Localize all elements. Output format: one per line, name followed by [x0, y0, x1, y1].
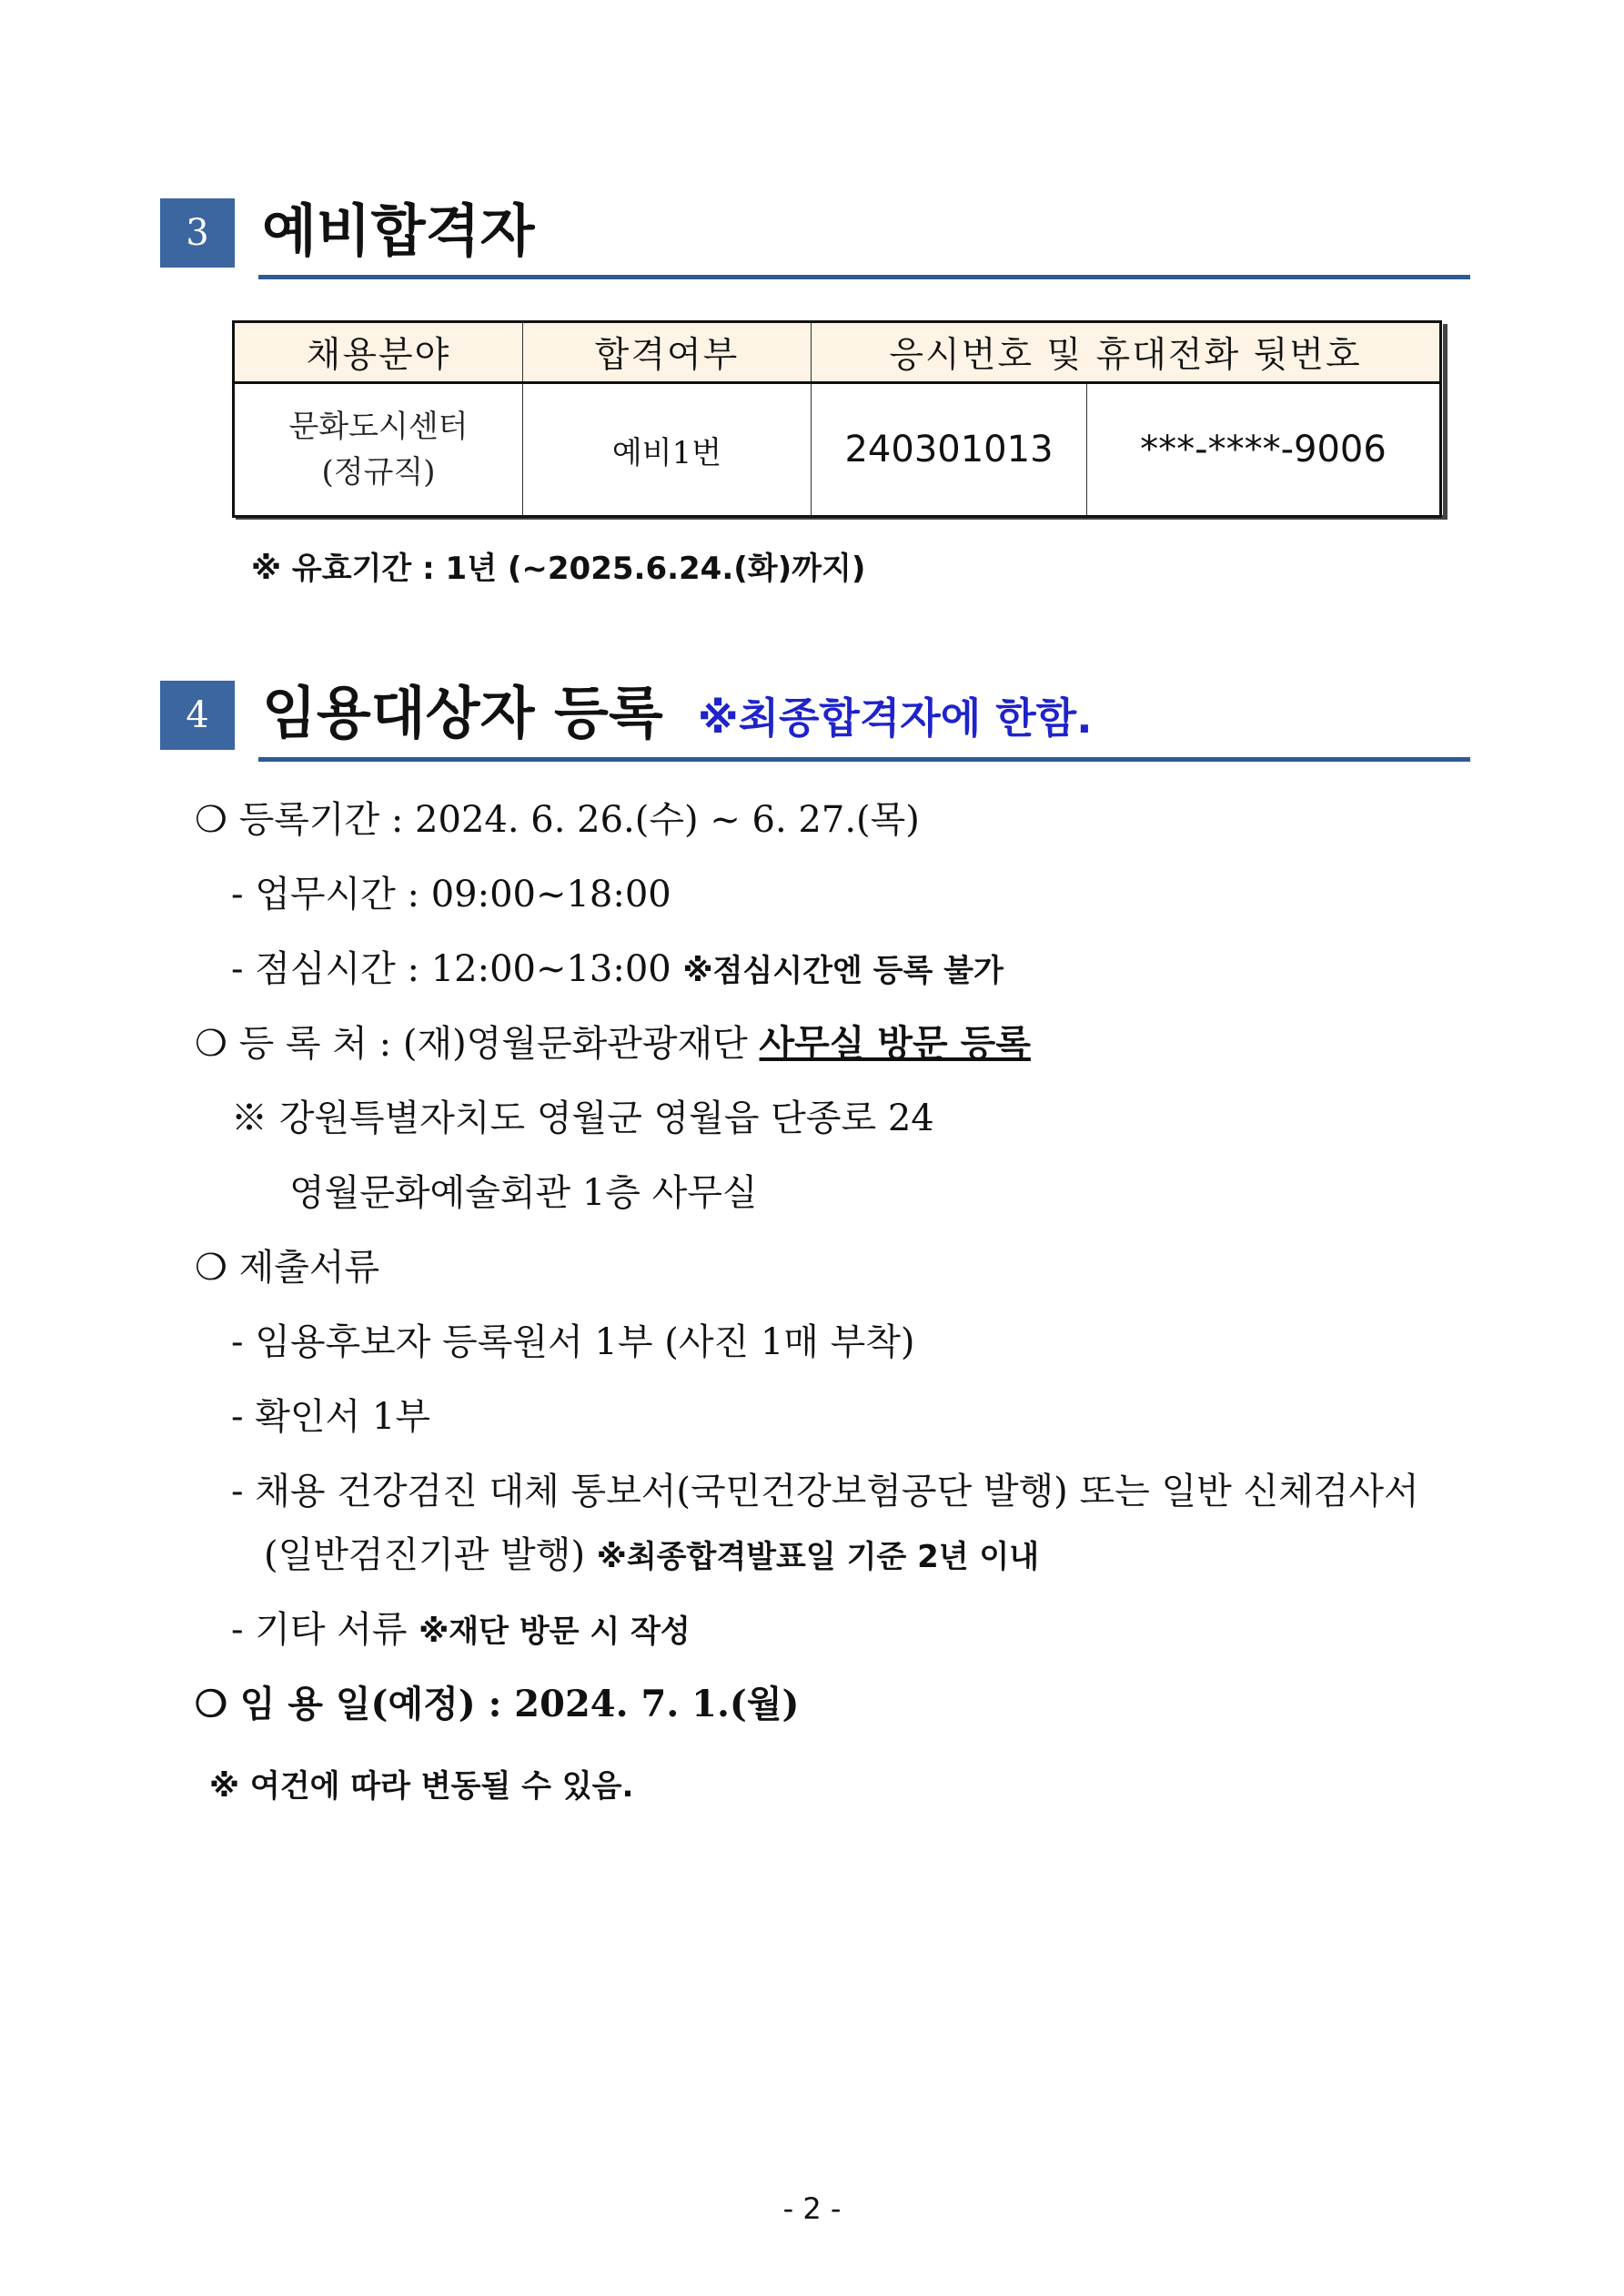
document-item: - 확인서 1부: [231, 1396, 430, 1438]
document-item-text: (일반검진기관 발행): [264, 1534, 597, 1576]
registration-period: ❍ 등록기간 : 2024. 6. 26.(수) ~ 6. 27.(목): [195, 799, 920, 841]
document-item: - 채용 건강검진 대체 통보서(국민건강보험공단 발행) 또는 일반 신체검사서: [231, 1471, 1419, 1512]
document-item-note: ※재단 방문 시 작성: [419, 1613, 691, 1650]
phone-suffix-cell: ***-****-9006: [1087, 383, 1441, 517]
document-item-text: - 기타 서류: [231, 1609, 419, 1651]
document-item-cont: [264, 1532, 1039, 1580]
registration-place-emphasis: 사무실 방문 등록: [759, 1023, 1031, 1065]
table-header: 응시번호 및 휴대전화 뒷번호: [812, 322, 1441, 383]
category-name: 문화도시센터: [288, 409, 469, 445]
section-title-note: ※최종합격자에 한함.: [697, 693, 1093, 743]
table-row: [234, 383, 1441, 517]
document-item-note: ※최종합격발표일 기준 2년 이내: [596, 1539, 1040, 1575]
section-title: 예비합격자: [262, 197, 535, 264]
result-table: [232, 320, 1442, 518]
section-4-header: [160, 675, 1470, 748]
exam-number-cell: 240301013: [812, 383, 1087, 517]
section-3-header: [160, 193, 1470, 266]
section-number-badge: 4: [160, 681, 235, 750]
table-header: 합격여부: [523, 322, 812, 383]
work-hours: - 업무시간 : 09:00~18:00: [231, 874, 671, 915]
address-line-2: 영월문화예술회관 1층 사무실: [289, 1172, 758, 1214]
address-line-1: ※ 강원특별자치도 영월군 영월읍 단종로 24: [231, 1097, 934, 1139]
category-cell: [234, 383, 523, 517]
category-type: (정규직): [321, 454, 436, 491]
lunch-note: ※점심시간엔 등록 불가: [682, 953, 1004, 989]
page-number: - 2 -: [782, 2191, 842, 2226]
lunch-hours-line: [231, 946, 1004, 994]
lunch-hours: - 점심시간 : 12:00~13:00: [231, 948, 671, 990]
registration-place-line: [195, 1021, 1031, 1067]
section-title: [262, 675, 1093, 756]
document-item: - 임용후보자 등록원서 1부 (사진 1매 부착): [231, 1321, 915, 1363]
table-shadow: [1443, 324, 1447, 519]
table-header: 채용분야: [234, 322, 523, 383]
validity-note: ※ 유효기간 : 1년 (~2025.6.24.(화)까지): [251, 551, 866, 587]
change-note: ※ 여건에 따라 변동될 수 있음.: [209, 1768, 634, 1805]
result-cell: 예비1번: [523, 383, 812, 517]
section-title-text: 임용대상자 등록: [262, 680, 663, 746]
appointment-date: ❍ 임 용 일(예정) : 2024. 7. 1.(월): [195, 1683, 800, 1725]
registration-place: ❍ 등 록 처 : (재)영월문화관광재단: [195, 1023, 760, 1065]
section-underline: [258, 757, 1470, 762]
section-underline: [258, 275, 1470, 279]
documents-title: ❍ 제출서류: [195, 1247, 380, 1289]
section-number-badge: 3: [160, 198, 235, 268]
document-item: [231, 1607, 691, 1654]
table-header-row: [234, 322, 1441, 383]
